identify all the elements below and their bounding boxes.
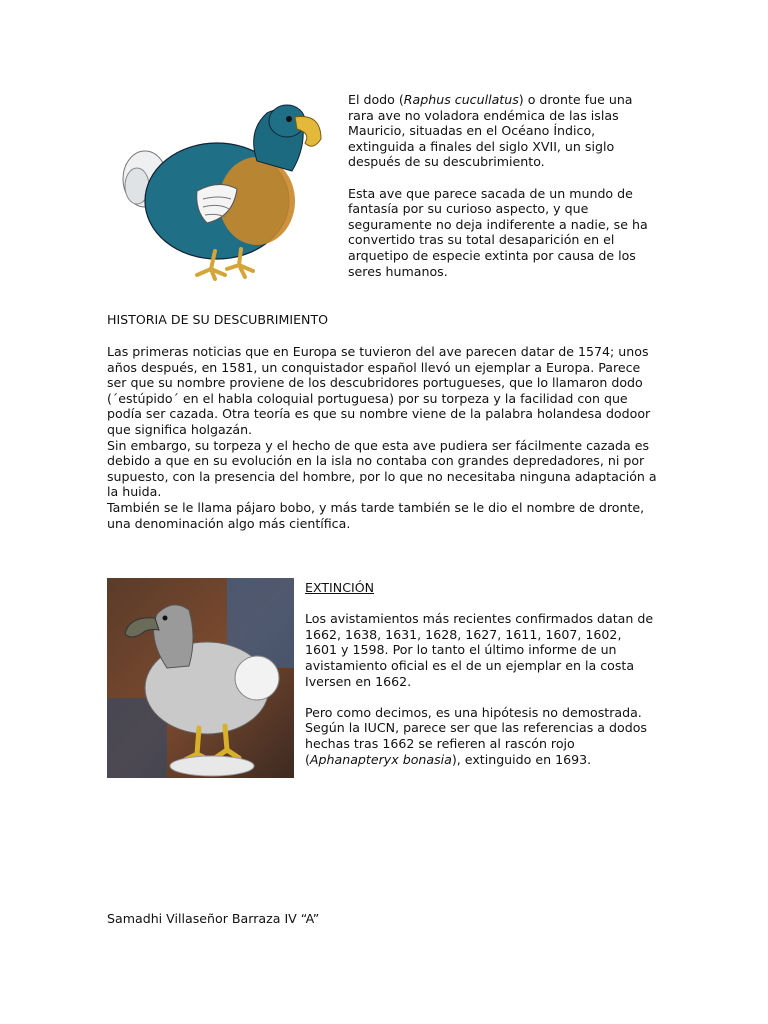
intro-paragraph-2: Esta ave que parece sacada de un mundo de fantasía por su curioso aspecto, y que seguramente no deja indiferente a nadie, se ha convertido tras su total desaparición en el arquetipo de especie extinta por causa de los seres humanos. [348, 185, 648, 279]
intro-text-run: ) o dronte fue una rara ave no voladora endémica de las islas Mauricio, situadas en el Océano Índico, extinguida a finales del siglo XVII, un siglo después de su descubrimiento. [348, 92, 633, 170]
extincion-text [305, 580, 657, 767]
intro-text [348, 92, 658, 279]
dodo-illustration [107, 91, 337, 289]
dodo-museum-photo [107, 578, 294, 778]
extincion-paragraph-2 [305, 705, 657, 767]
extincion-italic-term: Aphanapteryx bonasia [309, 751, 452, 767]
history-paragraph-2: Sin embargo, su torpeza y el hecho de que esta ave pudiera ser fácilmente cazada es debido a que en su evolución en la isla no contaba con grandes depredadores, ni por supuesto, con la presencia del hombre, por lo que no necesitaba ninguna adaptación a la huida. [107, 437, 657, 500]
extincion-text-run: Pero como decimos, es una hipótesis no demostrada. Según la IUCN, parece ser que las referencias a dodos hechas tras 1662 se refieren al rascón rojo ( [305, 704, 647, 767]
history-body [107, 344, 662, 531]
author-line: Samadhi Villaseñor Barraza IV “A” [107, 911, 320, 926]
history-heading: HISTORIA DE SU DESCUBRIMIENTO [107, 312, 329, 327]
intro-text-run: El dodo ( [348, 92, 404, 107]
history-paragraph-3: También se le llama pájaro bobo, y más tarde también se le dio el nombre de dronte, una denominación algo más científica. [107, 499, 645, 531]
history-paragraph-1: Las primeras noticias que en Europa se tuvieron del ave parecen datar de 1574; unos años después, en 1581, un conquistador español llevó un ejemplar a Europa. Parece ser que su nombre proviene de los descubridores portugueses, que lo llamaron dodo (´estúpido´ en el habla coloquial portuguesa) por su torpeza y la facilidad con que podía ser cazada. Otra teoría es que su nombre viene de la palabra holandesa dodoor que significa holgazán. [107, 344, 651, 437]
extincion-heading: EXTINCIÓN [305, 580, 375, 595]
extincion-paragraph-1: Los avistamientos más recientes confirmados datan de 1662, 1638, 1631, 1628, 1627, 1611, 1607, 1602, 1601 y 1598. Por lo tanto el último informe de un avistamiento oficial es el de un ejemplar en la costa Iversen en 1662. [305, 611, 654, 689]
intro-italic-term: Raphus cucullatus [403, 92, 519, 107]
intro-paragraph-1 [348, 92, 658, 170]
extincion-text-run: ), extinguido en 1693. [451, 751, 592, 767]
